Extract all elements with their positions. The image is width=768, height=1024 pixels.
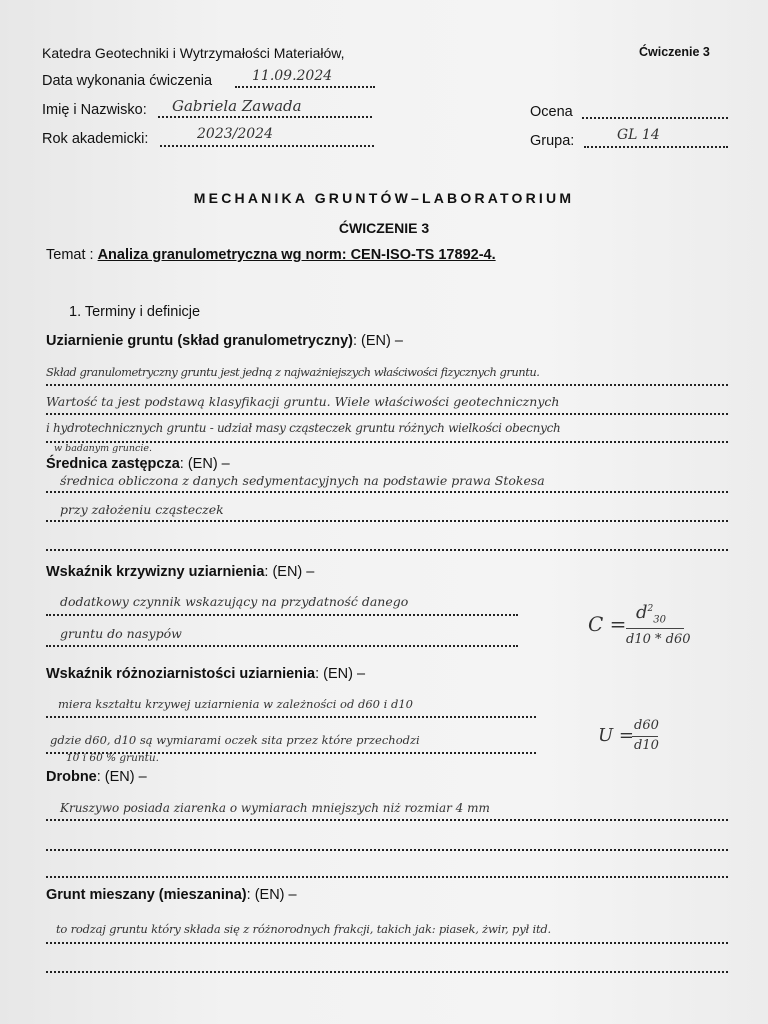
topic-line [46, 247, 496, 263]
handwritten-answer-line: Kruszywo posiada ziarenka o wymiarach mniejszych niż rozmiar 4 mm [60, 801, 490, 815]
year-label: Rok akademicki: [42, 131, 149, 147]
fraction-bar [626, 628, 684, 629]
grade-label: Ocena [530, 104, 573, 120]
answer-line [46, 491, 728, 493]
topic-label: Temat : [46, 247, 98, 263]
handwritten-answer-line: gdzie d60, d10 są wymiarami oczek sita przez które przechodzi [50, 733, 420, 747]
answer-line [46, 849, 728, 851]
curvature-formula-numerator: $d^2_{30}$ [636, 602, 666, 626]
definition-term: Wskaźnik różnoziarnistości uziarnienia [46, 666, 316, 682]
date-field-line [235, 86, 375, 88]
definition-suffix: : (EN) – [352, 333, 403, 349]
definition-heading-uniformity-coefficient [46, 666, 365, 682]
definition-heading-mixed-soil [46, 887, 297, 903]
answer-line [46, 819, 728, 821]
uniformity-formula-numerator: d60 [634, 718, 659, 733]
group-field-line [584, 146, 728, 148]
definition-term: Uziarnienie gruntu (skład granulometryczny) [46, 333, 353, 349]
grade-field-line [582, 117, 728, 119]
answer-line [46, 520, 728, 522]
group-label: Grupa: [530, 133, 575, 149]
name-label: Imię i Nazwisko: [42, 102, 147, 118]
curvature-formula-lhs: C = [588, 612, 627, 636]
answer-line [46, 614, 518, 616]
definition-suffix: : (EN) – [179, 456, 230, 472]
year-value: 2023/2024 [197, 126, 273, 142]
department-name: Katedra Geotechniki i Wytrzymałości Materiałów, [42, 45, 345, 61]
answer-line [46, 413, 728, 415]
handwritten-answer-line: średnica obliczona z danych sedymentacyjnych na podstawie prawa Stokesa [60, 473, 545, 488]
handwritten-answer-line: przy założeniu cząsteczek [60, 502, 224, 517]
document-title: MECHANIKA GRUNTÓW–LABORATORIUM [193, 190, 575, 206]
definition-term: Wskaźnik krzywizny uziarnienia [46, 564, 265, 580]
definition-heading-fines [46, 769, 147, 785]
definition-suffix: : (EN) – [246, 887, 297, 903]
answer-line [46, 549, 728, 551]
fraction-bar [632, 736, 658, 737]
definition-suffix: : (EN) – [315, 666, 366, 682]
definition-term: Średnica zastępcza [46, 456, 180, 472]
section-heading: 1. Terminy i definicje [69, 304, 201, 320]
definition-term: Drobne [46, 769, 97, 785]
definition-suffix: : (EN) – [264, 564, 315, 580]
group-value: GL 14 [617, 127, 660, 143]
curvature-formula-denominator: d10 * d60 [626, 632, 691, 647]
date-label: Data wykonania ćwiczenia [42, 73, 213, 89]
handwritten-answer-line: i hydrotechnicznych gruntu - udział masy cząsteczek gruntu różnych wielkości obecnych [46, 421, 561, 435]
answer-line [46, 384, 728, 386]
definition-term: Grunt mieszany (mieszanina) [46, 887, 247, 903]
definition-heading-curvature-coefficient [46, 564, 314, 580]
answer-line [46, 716, 536, 718]
definition-heading-grain-size [46, 333, 403, 349]
definition-suffix: : (EN) – [96, 769, 147, 785]
answer-line [46, 876, 728, 878]
date-value: 11.09.2024 [252, 68, 333, 84]
name-field-line [158, 116, 372, 118]
handwritten-answer-line: 10 i 60 % gruntu. [66, 752, 159, 764]
topic-value: Analiza granulometryczna wg norm: CEN-ISO-TS 17892-4. [97, 247, 496, 263]
year-field-line [160, 145, 374, 147]
handwritten-answer-line: w badanym gruncie. [54, 443, 153, 454]
uniformity-formula-lhs: U = [598, 725, 634, 746]
definition-heading-equivalent-diameter [46, 456, 230, 472]
name-value: Gabriela Zawada [172, 97, 302, 115]
handwritten-answer-line: gruntu do nasypów [60, 626, 182, 641]
handwritten-answer-line: Wartość ta jest podstawą klasyfikacji gruntu. Wiele właściwości geotechnicznych [46, 394, 560, 409]
exercise-subtitle: ĆWICZENIE 3 [338, 220, 430, 236]
handwritten-answer-line: dodatkowy czynnik wskazujący na przydatność danego [60, 594, 409, 609]
answer-line [46, 645, 518, 647]
uniformity-formula-denominator: d10 [634, 738, 659, 753]
handwritten-answer-line: miera kształtu krzywej uziarnienia w zależności od d60 i d10 [58, 697, 413, 711]
handwritten-answer-line: Skład granulometryczny gruntu jest jedną z najważniejszych właściwości fizycznych gruntu. [46, 365, 540, 379]
exercise-label: Ćwiczenie 3 [639, 45, 710, 59]
answer-line [46, 971, 728, 973]
handwritten-answer-line: to rodzaj gruntu który składa się z różnorodnych frakcji, takich jak: piasek, żwir, pył itd. [56, 922, 552, 936]
answer-line [46, 942, 728, 944]
